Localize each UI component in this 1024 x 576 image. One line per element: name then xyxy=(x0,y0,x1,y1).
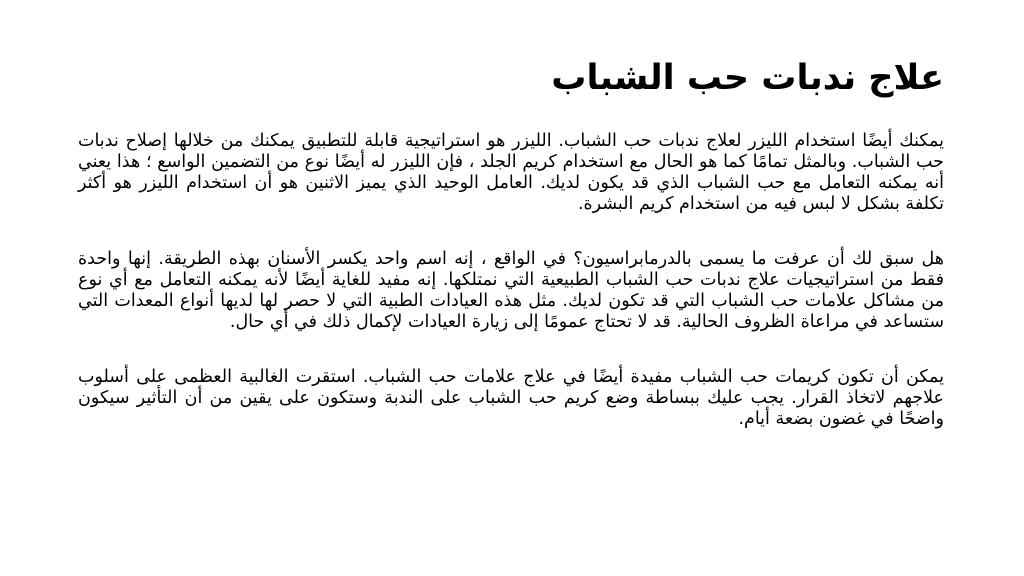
body-paragraph-creams: يمكن أن تكون كريمات حب الشباب مفيدة أيضًا في علاج علامات حب الشباب. استقرت الغالبية العظمى على أسلوب علاجهم لاتخاذ القرار. يجب عليك ببساطة وضع كريم حب الشباب على الندبة وستكون على يقين من أن التأثير سيكون واضحًا في غضون بضعة أيام. xyxy=(78,367,944,429)
body-paragraph-laser: يمكنك أيضًا استخدام الليزر لعلاج ندبات حب الشباب. الليزر هو استراتيجية قابلة للتطبيق يمكنك من خلالها إصلاح ندبات حب الشباب. وبالمثل تمامًا كما هو الحال مع استخدام كريم الجلد ، فإن الليزر له أيضًا نوع من التضمين الواسع ؛ هذا يعني أنه يمكنه التعامل مع حب الشباب الذي قد يكون لديك. العامل الوحيد الذي يميز الاثنين هو أن استخدام الليزر هو أكثر تكلفة بشكل لا لبس فيه من استخدام كريم البشرة. xyxy=(78,131,944,214)
slide-body xyxy=(78,131,944,430)
body-paragraph-dermabrasion: هل سبق لك أن عرفت ما يسمى بالدرمابراسيون؟ في الواقع ، إنه اسم واحد يكسر الأسنان بهذه الطريقة. إنها واحدة فقط من استراتيجيات علاج ندبات حب الشباب الطبيعية التي نمتلكها. إنه مفيد للغاية أيضًا لأنه يمكنه التعامل مع أي نوع من مشاكل علامات حب الشباب التي قد تكون لديك. مثل هذه العيادات الطبية التي لا حصر لها لديها أنواع المعدات التي ستساعد في مراعاة الظروف الحالية. قد لا تحتاج عمومًا إلى زيارة العيادات لإكمال ذلك في أي حال. xyxy=(78,249,944,332)
slide-title: علاج ندبات حب الشباب xyxy=(551,58,944,98)
